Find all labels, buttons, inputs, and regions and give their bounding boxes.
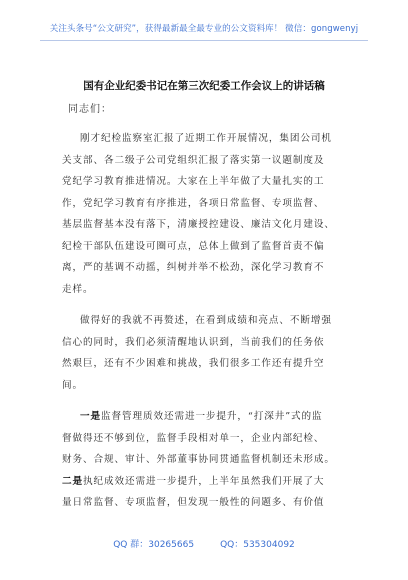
text-line: 量日常监督、专项监督，但发现一般性的问题多、有价值 bbox=[62, 497, 325, 508]
text-line: 走样。 bbox=[62, 283, 94, 295]
text-line-content: 监督管理质效还需进一步提升，“打深井”式的监 bbox=[101, 411, 323, 422]
text-line: 督做得还不够到位，监督手段相对单一，企业内部纪检、 bbox=[62, 432, 325, 444]
footer-contact bbox=[0, 537, 408, 550]
text-line: 信心的同时，我们必须清醒地认识到，当前我们的任务依 bbox=[62, 336, 325, 348]
text-line: 刚才纪检监察室汇报了近期工作开展情况，集团公司机 bbox=[80, 133, 332, 144]
text-line: 纪检干部队伍建设可圈可点，总体上做到了监督首责不偏 bbox=[62, 240, 325, 252]
qq-group-link[interactable]: QQ 群：30265665 bbox=[113, 540, 195, 550]
text-line-content: 执纪成效还需进一步提升，上半年虽然我们开展了大 bbox=[83, 475, 325, 487]
document-body bbox=[62, 128, 354, 524]
text-line: 做得好的我就不再赘述，在看到成绩和亮点、不断增强 bbox=[80, 315, 332, 326]
lead-marker: 二是 bbox=[62, 475, 83, 487]
text-line: 作，党纪学习教育有序推进，各项日常监督、专项监督、 bbox=[62, 197, 325, 209]
paragraph-3 bbox=[62, 406, 354, 514]
text-line: 基层监督基本没有落下，清廉授控建设、廉洁文化月建设、 bbox=[62, 219, 335, 230]
paragraph-1 bbox=[62, 128, 354, 300]
lead-marker: 一是 bbox=[80, 411, 101, 422]
document-title: 国有企业纪委书记在第三次纪委工作会议上的讲话稿 bbox=[83, 80, 325, 92]
text-line: 财务、合规、审计、外部董事协同贯通监督机制还未形成。 bbox=[62, 454, 335, 465]
header-banner[interactable]: 关注头条号“公文研究”，获得最新最全最专业的公文资料库！ 微信：gongwenyj bbox=[49, 24, 359, 34]
header-divider bbox=[40, 40, 368, 41]
text-line bbox=[62, 471, 354, 493]
salutation: 同志们： bbox=[68, 104, 112, 115]
text-line: 间。 bbox=[62, 379, 83, 391]
qq-link[interactable]: QQ：535304092 bbox=[220, 540, 295, 550]
text-line: 离，严的基调不动摇，纠树并举不松劲，深化学习教育不 bbox=[62, 262, 325, 273]
paragraph-2 bbox=[62, 310, 354, 396]
text-line: 党纪学习教育推进情况。大家在上半年做了大量扎实的工 bbox=[62, 176, 325, 187]
text-line: 然艰巨，还有不少困难和挑战，我们很多工作还有提升空 bbox=[62, 358, 325, 369]
text-line bbox=[62, 406, 354, 428]
text-line: 关支部、各二级子公司党组织汇报了落实第一议题制度及 bbox=[62, 154, 325, 166]
